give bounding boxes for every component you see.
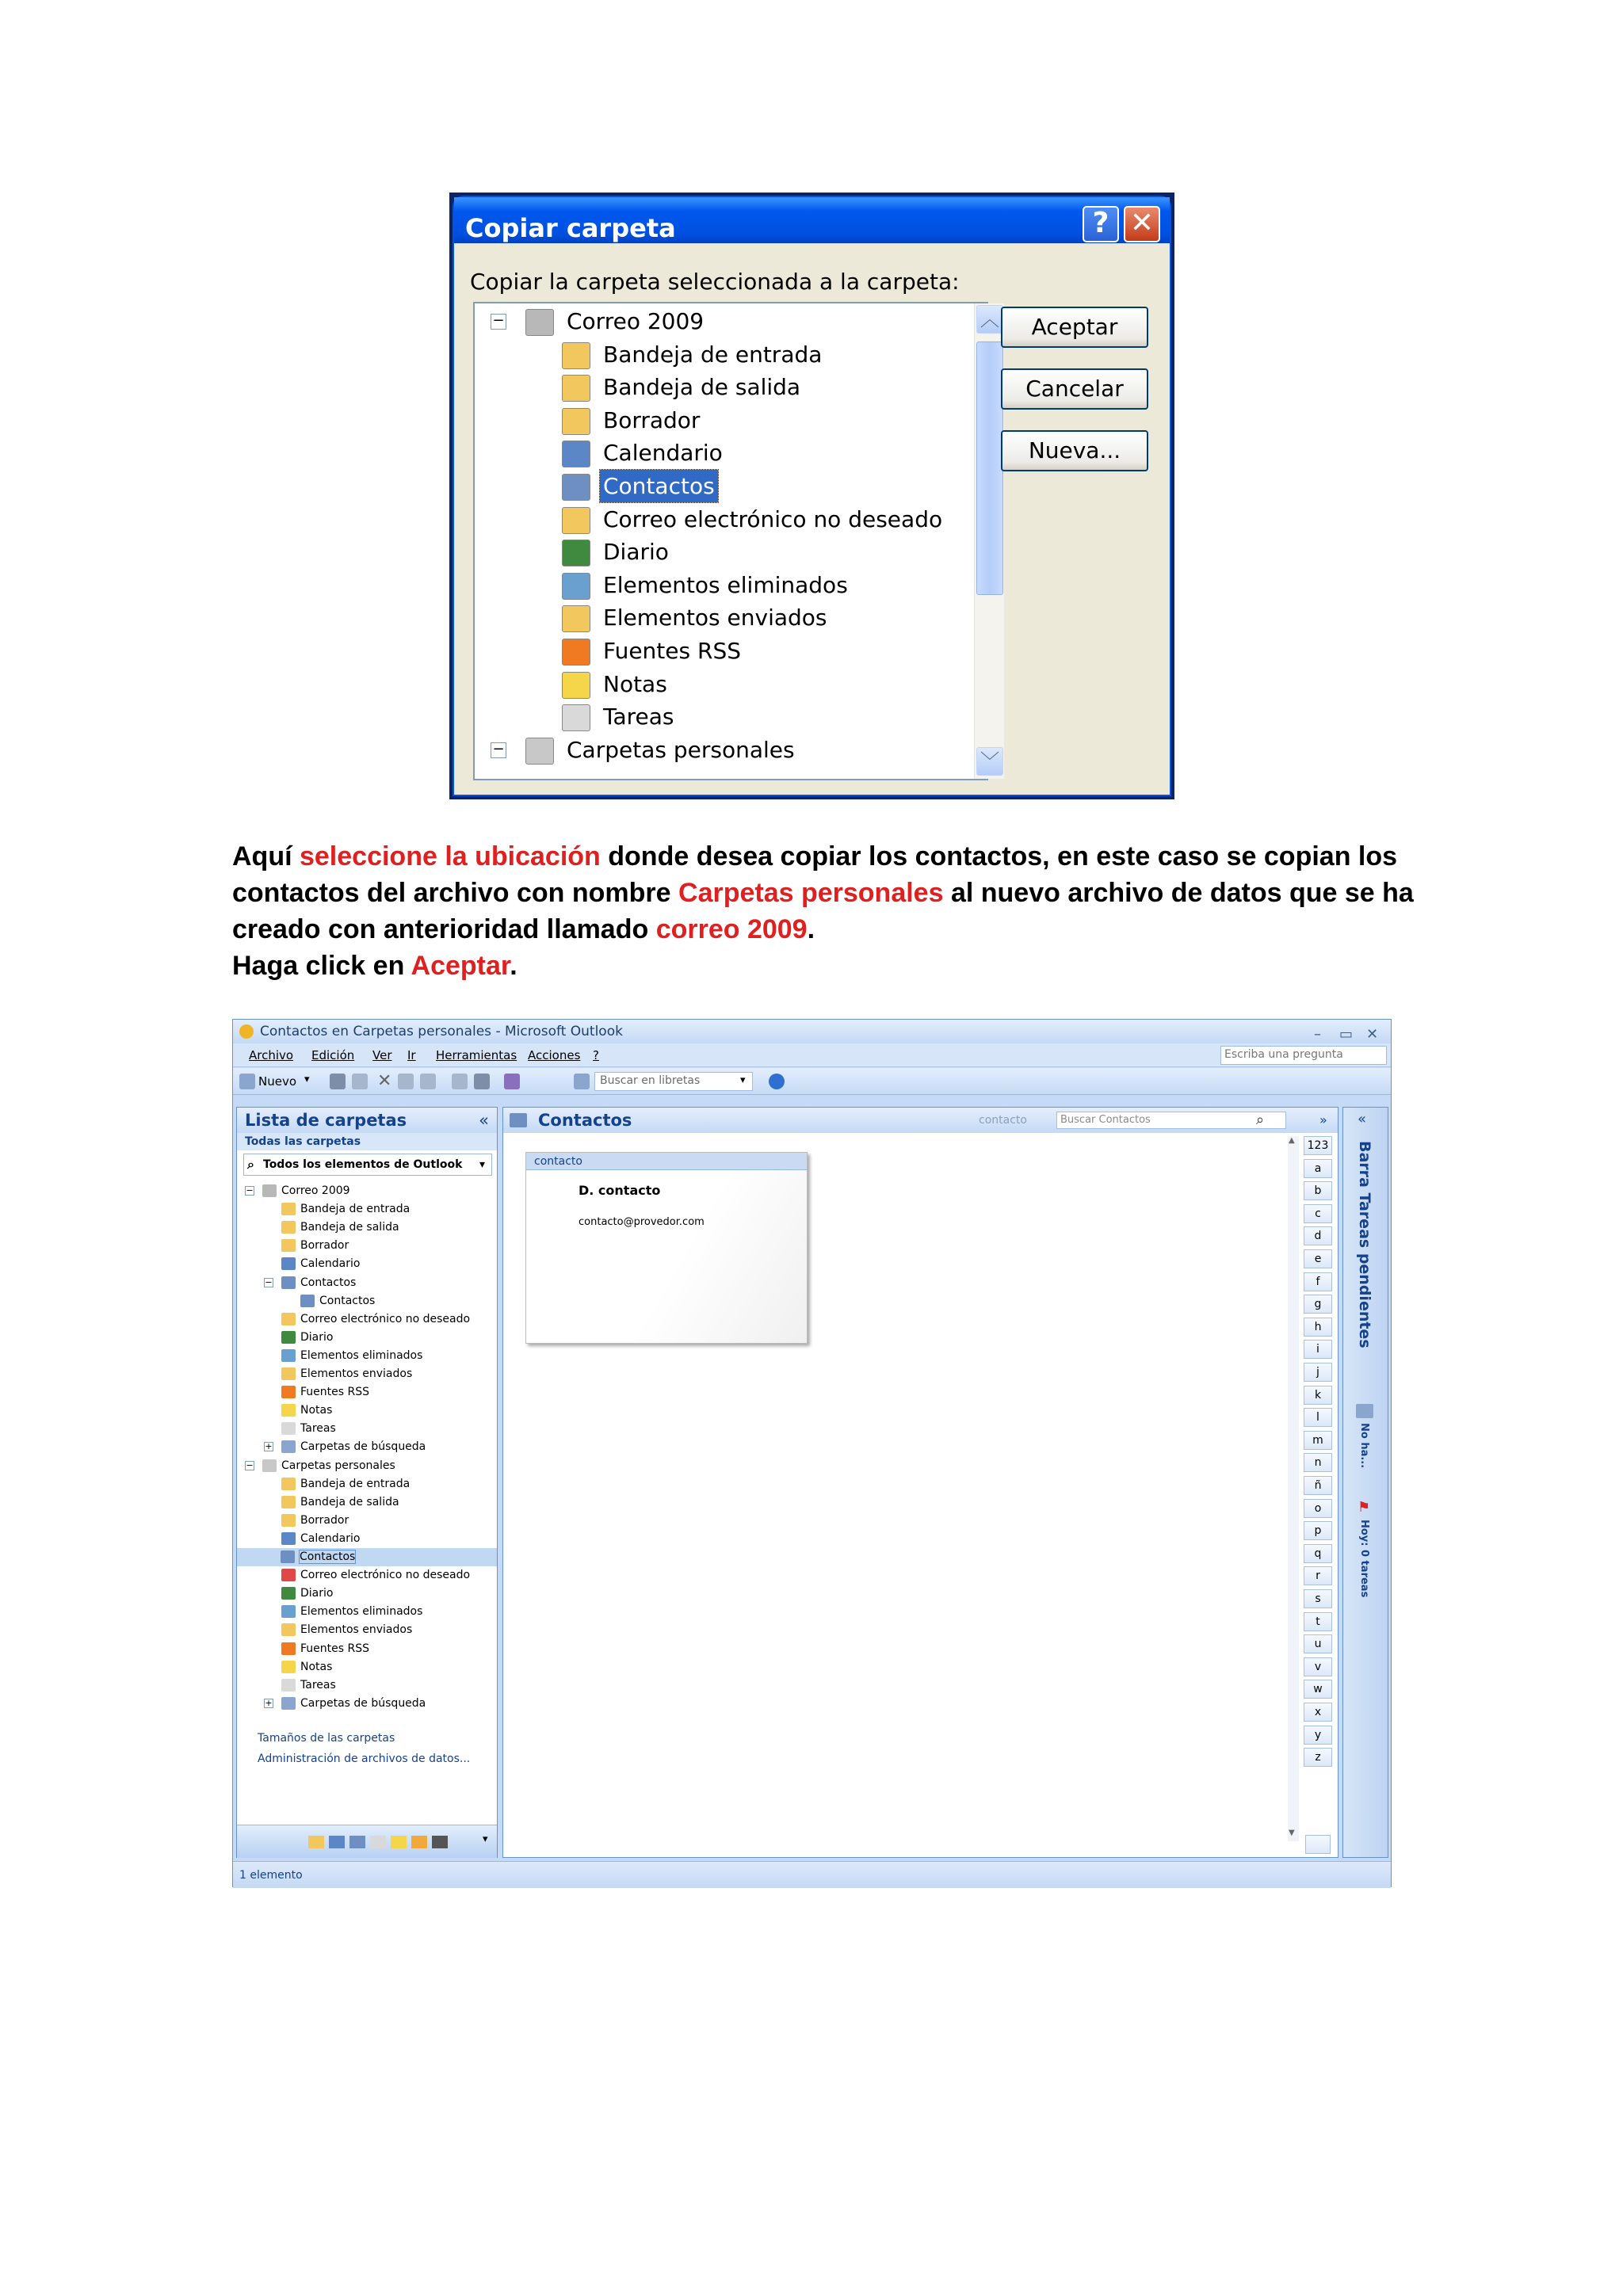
contact-card-header[interactable]: contacto (526, 1153, 807, 1170)
help-icon[interactable] (769, 1074, 785, 1089)
folder-item[interactable] (281, 1695, 426, 1713)
folder-item[interactable] (281, 1329, 333, 1347)
contacts-icon (562, 474, 590, 501)
folder-icon (281, 1550, 295, 1563)
outlook-titlebar (233, 1020, 1391, 1043)
text: Haga click en (232, 951, 411, 981)
folder-item[interactable] (281, 1658, 332, 1676)
filter-icon[interactable] (474, 1074, 490, 1089)
all-items-label: Todos los elementos de Outlook (263, 1158, 463, 1171)
alpha-tab[interactable]: n (1304, 1453, 1332, 1472)
tree-item[interactable] (562, 338, 825, 371)
alphabet-index (1304, 1136, 1334, 1841)
menu-item[interactable]: Archivo (249, 1048, 294, 1062)
tree-item-label: Carpetas personales (567, 736, 795, 763)
folder-item[interactable] (281, 1475, 410, 1493)
expand-todo-icon[interactable]: « (1358, 1111, 1367, 1127)
collapse-icon[interactable]: − (491, 742, 506, 758)
text: creado con anterioridad llamado (232, 914, 656, 944)
calendar-nav-icon[interactable] (329, 1836, 345, 1848)
alpha-tab[interactable]: l (1304, 1408, 1332, 1427)
folder-label: Fuentes RSS (300, 1642, 369, 1655)
folder-icon (281, 1239, 296, 1252)
expand-icon[interactable]: + (265, 1697, 273, 1708)
folder-label: Contactos (319, 1294, 376, 1307)
folder-item[interactable] (281, 1676, 336, 1695)
tree-item-label: Diario (603, 539, 669, 566)
delete-icon[interactable]: ✕ (377, 1071, 392, 1091)
tree-item-label: Notas (603, 670, 667, 697)
close-window-icon[interactable]: ✕ (1366, 1026, 1379, 1043)
folder-label: Elementos enviados (300, 1623, 413, 1637)
folder-icon (281, 1514, 296, 1527)
tree-item-label: Bandeja de salida (603, 374, 801, 401)
collapse-icon[interactable]: − (246, 1185, 254, 1196)
send-receive-icon[interactable] (504, 1074, 520, 1089)
folder-icon (281, 1440, 296, 1453)
tree-item[interactable] (562, 635, 744, 667)
alpha-tab[interactable]: x (1304, 1703, 1332, 1722)
menu-item[interactable]: Herramientas (436, 1048, 517, 1062)
highlight: Aceptar (411, 951, 510, 981)
scroll-down-icon[interactable]: ﹀ (976, 747, 1003, 776)
text: contactos del archivo con nombre (232, 878, 679, 908)
alpha-tab[interactable]: o (1304, 1499, 1332, 1518)
alpha-tab[interactable]: s (1304, 1589, 1332, 1608)
folder-item[interactable] (281, 1347, 422, 1365)
alpha-tab[interactable]: b (1304, 1181, 1332, 1200)
nav-button-bar (237, 1825, 497, 1858)
folder-label: Calendario (300, 1257, 361, 1271)
folder-item[interactable] (281, 1219, 399, 1237)
toolbar (233, 1068, 1391, 1095)
maximize-icon[interactable]: ▭ (1339, 1026, 1354, 1043)
text: al nuevo archivo de datos que se ha (943, 878, 1414, 908)
tree-item[interactable] (562, 437, 726, 469)
tree-item-label: Correo 2009 (567, 308, 705, 334)
dialog-prompt: Copiar la carpeta seleccionada a la carpeta: (470, 269, 960, 295)
folder-item[interactable] (281, 1512, 349, 1530)
text: . (807, 914, 815, 944)
menu-bar (233, 1043, 1391, 1067)
tree-item-label: Bandeja de entrada (603, 341, 823, 368)
tree-item[interactable] (562, 503, 945, 536)
collapse-nav-icon[interactable]: « (479, 1111, 489, 1130)
folder-icon (281, 1605, 296, 1618)
alpha-tab[interactable]: g (1304, 1295, 1332, 1314)
all-outlook-items-select[interactable] (243, 1154, 492, 1176)
alpha-tab[interactable]: a (1304, 1159, 1332, 1178)
highlight: Carpetas personales (678, 878, 944, 908)
folder-icon (281, 1697, 296, 1710)
rss-icon (562, 639, 590, 666)
shortcuts-nav-icon[interactable] (432, 1836, 448, 1848)
trash-icon (562, 573, 590, 600)
folder-item[interactable] (281, 1402, 332, 1420)
mail-nav-icon[interactable] (308, 1836, 324, 1848)
contacts-header (503, 1108, 1338, 1133)
junk-folder-icon (562, 507, 590, 534)
new-button[interactable]: Nuevo (258, 1074, 297, 1089)
folder-item[interactable] (281, 1585, 333, 1603)
contacts-icon (510, 1113, 527, 1127)
alpha-tab[interactable]: y (1304, 1726, 1332, 1745)
tree-item[interactable] (562, 371, 804, 403)
menu-item[interactable]: Edición (311, 1048, 355, 1062)
scroll-down-icon[interactable]: ▼ (1289, 1829, 1295, 1837)
folder-item[interactable] (281, 1438, 426, 1456)
cancel-button[interactable]: Cancelar (1001, 368, 1148, 410)
drafts-icon (562, 408, 590, 435)
alpha-tab[interactable]: ñ (1304, 1476, 1332, 1495)
folder-icon (281, 1587, 296, 1600)
folder-label: Notas (300, 1660, 333, 1673)
folder-icon (281, 1569, 296, 1581)
folder-icon (281, 1257, 296, 1270)
contacts-nav-icon[interactable] (349, 1836, 365, 1848)
alpha-tab[interactable]: i (1304, 1340, 1332, 1359)
ask-question-input[interactable]: Escriba una pregunta (1220, 1046, 1387, 1065)
search-hint: contacto (979, 1114, 1027, 1127)
search-icon[interactable]: ⌕ (1256, 1112, 1265, 1128)
folder-label: Tareas (300, 1422, 336, 1436)
folder-icon (281, 1532, 296, 1545)
folder-label: Borrador (300, 1239, 349, 1253)
tree-item-label: Contactos (600, 470, 718, 502)
inbox-folder-icon (562, 342, 590, 369)
personal-folders-icon (525, 738, 554, 765)
alpha-tab[interactable]: f (1304, 1272, 1332, 1291)
folder-label: Contactos (300, 1276, 357, 1289)
folder-icon (281, 1313, 296, 1325)
tree-item[interactable] (562, 536, 672, 568)
folder-item[interactable] (281, 1530, 360, 1548)
folder-icon (281, 1367, 296, 1380)
alpha-tab[interactable]: q (1304, 1544, 1332, 1563)
scroll-thumb[interactable] (976, 341, 1003, 595)
tree-item[interactable] (562, 404, 703, 437)
tree-item-label: Elementos enviados (603, 605, 827, 631)
outlook-window (232, 1019, 1392, 1887)
sent-folder-icon (562, 605, 590, 632)
folder-item[interactable] (281, 1274, 356, 1292)
phone-icon[interactable] (420, 1074, 436, 1089)
copy-icon[interactable] (398, 1074, 414, 1089)
alpha-tab[interactable]: z (1304, 1748, 1332, 1767)
tree-item-label: Correo electrónico no deseado (603, 505, 943, 532)
alpha-tab[interactable]: c (1304, 1204, 1332, 1223)
new-folder-button[interactable]: Nueva... (1001, 430, 1148, 471)
folder-item[interactable] (281, 1255, 360, 1273)
folder-icon (281, 1642, 296, 1655)
folder-icon (262, 1459, 277, 1472)
alpha-tab[interactable]: u (1304, 1634, 1332, 1653)
folder-item[interactable] (262, 1457, 395, 1475)
search-books-dropdown-icon[interactable]: ▾ (740, 1074, 746, 1086)
today-tasks: Hoy: 0 tareas (1358, 1520, 1370, 1598)
folder-icon (281, 1203, 296, 1215)
folder-label: Diario (300, 1587, 334, 1600)
text: . (510, 951, 517, 981)
tree-scrollbar[interactable] (974, 303, 1004, 779)
folder-icon (281, 1276, 296, 1289)
search-address-books-input[interactable]: Buscar en libretas (594, 1072, 753, 1091)
folder-icon (281, 1661, 296, 1673)
folder-icon (281, 1478, 296, 1490)
folder-label: Correo 2009 (281, 1184, 350, 1197)
accept-button[interactable]: Aceptar (1001, 307, 1148, 348)
alpha-tab[interactable]: v (1304, 1657, 1332, 1676)
folder-label: Contactos (300, 1550, 356, 1563)
folder-item[interactable] (281, 1200, 410, 1219)
folder-icon (281, 1623, 296, 1636)
highlight: correo 2009 (655, 914, 808, 944)
folder-icon (281, 1496, 296, 1508)
folder-label: Carpetas de búsqueda (300, 1440, 426, 1454)
folder-item[interactable] (281, 1640, 369, 1658)
folder-label: Bandeja de entrada (300, 1477, 411, 1490)
status-bar: 1 elemento (233, 1861, 1391, 1888)
window-title: Contactos en Carpetas personales - Microsoft Outlook (260, 1024, 623, 1039)
journal-icon (562, 540, 590, 566)
alpha-tab[interactable]: e (1304, 1249, 1332, 1268)
para-line-2 (232, 875, 1421, 911)
para-line-1 (232, 838, 1421, 875)
folder-label: Elementos enviados (300, 1367, 413, 1380)
folder-label: Carpetas personales (281, 1459, 395, 1472)
tree-item-label: Tareas (603, 704, 674, 730)
folder-list-nav-icon[interactable] (411, 1836, 427, 1848)
alpha-tab[interactable]: d (1304, 1226, 1332, 1245)
folder-item[interactable] (281, 1420, 336, 1438)
folder-item[interactable] (237, 1548, 497, 1566)
new-dropdown-icon[interactable]: ▾ (304, 1074, 310, 1085)
folder-icon (281, 1331, 296, 1344)
scroll-up-icon[interactable]: ︿ (976, 305, 1003, 334)
folder-label: Diario (300, 1330, 334, 1344)
alpha-tab[interactable]: w (1304, 1680, 1332, 1699)
alpha-tab[interactable]: t (1304, 1612, 1332, 1631)
data-files-link[interactable]: Administración de archivos de datos... (258, 1753, 471, 1765)
folder-label: Correo electrónico no deseado (300, 1312, 471, 1325)
search-icon: ⌕ (247, 1157, 254, 1172)
vertical-scrollbar[interactable] (1288, 1136, 1299, 1841)
folder-item[interactable] (281, 1237, 349, 1255)
menu-item[interactable]: Acciones (528, 1048, 581, 1062)
scroll-up-icon[interactable]: ▲ (1289, 1136, 1295, 1145)
collapse-icon[interactable]: − (491, 314, 506, 330)
alpha-tab[interactable]: 123 (1304, 1136, 1332, 1155)
para-line-4 (232, 948, 1421, 984)
folder-label: Bandeja de entrada (300, 1203, 411, 1216)
tree-item-label: Borrador (603, 406, 701, 433)
folder-item[interactable] (281, 1566, 470, 1585)
folder-item[interactable] (300, 1292, 375, 1310)
tasks-nav-icon[interactable] (370, 1836, 386, 1848)
address-book-icon[interactable] (574, 1074, 590, 1089)
tree-item[interactable] (562, 569, 851, 601)
alpha-tab[interactable]: m (1304, 1431, 1332, 1450)
folder-label: Bandeja de salida (300, 1221, 399, 1234)
folder-list-pane (236, 1107, 498, 1858)
folder-icon (281, 1386, 296, 1398)
contact-card[interactable] (525, 1152, 808, 1344)
new-contact-icon[interactable] (239, 1074, 255, 1089)
folder-label: Carpetas de búsqueda (300, 1696, 426, 1710)
calendar-icon (562, 441, 590, 467)
dialog-title: Copiar carpeta (465, 213, 676, 243)
folder-icon (281, 1422, 296, 1435)
folder-label: Elementos eliminados (300, 1348, 423, 1362)
expand-icon[interactable]: + (265, 1441, 273, 1452)
menu-item[interactable]: Ir (407, 1048, 416, 1062)
alpha-tab[interactable]: r (1304, 1566, 1332, 1585)
flag-icon: ⚑ (1358, 1499, 1371, 1516)
print-icon[interactable] (330, 1074, 346, 1089)
collapse-icon[interactable]: − (246, 1459, 254, 1470)
tree-item-label: Elementos eliminados (603, 571, 848, 598)
folder-item[interactable] (281, 1621, 412, 1639)
tree-item[interactable] (562, 601, 831, 634)
contacts-title: Contactos (538, 1111, 632, 1130)
folder-label: Calendario (300, 1531, 361, 1545)
folder-list-title (237, 1108, 497, 1133)
folder-item[interactable] (281, 1310, 470, 1329)
collapse-icon[interactable]: − (265, 1276, 273, 1287)
instructions-paragraph (232, 838, 1421, 984)
folder-item[interactable] (281, 1383, 369, 1402)
folder-item[interactable] (281, 1365, 412, 1383)
tree-item[interactable] (525, 734, 798, 766)
search-contacts-input[interactable]: Buscar Contactos (1056, 1112, 1286, 1129)
notes-nav-icon[interactable] (391, 1836, 407, 1848)
contact-name: D. contacto (579, 1183, 661, 1198)
no-appointments: No ha... (1358, 1423, 1370, 1469)
folder-label: Tareas (300, 1678, 336, 1691)
categories-icon[interactable] (452, 1074, 468, 1089)
folder-icon (281, 1349, 296, 1362)
alpha-tab[interactable]: p (1304, 1521, 1332, 1540)
outbox-folder-icon (562, 375, 590, 402)
mailbox-icon (525, 309, 554, 336)
tree-item[interactable] (525, 305, 707, 338)
para-line-3 (232, 911, 1421, 948)
folder-item[interactable] (281, 1493, 399, 1512)
todo-bar (1342, 1107, 1388, 1858)
folder-label: Bandeja de salida (300, 1495, 399, 1508)
menu-item[interactable]: ? (593, 1048, 599, 1062)
highlight: seleccione la ubicación (299, 841, 601, 871)
folder-label: Elementos eliminados (300, 1605, 423, 1619)
tree-item-label: Calendario (603, 440, 723, 467)
minimize-icon[interactable]: – (1314, 1026, 1321, 1043)
contact-email: contacto@provedor.com (579, 1216, 705, 1228)
move-icon[interactable] (352, 1074, 368, 1089)
alpha-tab[interactable]: h (1304, 1318, 1332, 1337)
tree-item-label: Fuentes RSS (603, 638, 741, 664)
text: donde desea copiar los contactos, en este caso se copian los (600, 841, 1398, 871)
expand-search-icon[interactable]: » (1319, 1112, 1327, 1127)
menu-item[interactable]: Ver (372, 1048, 392, 1062)
all-folders-header: Todas las carpetas (237, 1133, 497, 1150)
folder-item[interactable] (262, 1182, 350, 1200)
folder-icon (300, 1295, 315, 1307)
copy-folder-dialog (449, 193, 1174, 799)
close-button[interactable]: ✕ (1124, 206, 1160, 242)
alpha-tab[interactable]: k (1304, 1386, 1332, 1405)
todo-bar-title[interactable]: Barra Tareas pendientes (1356, 1141, 1373, 1348)
tree-item[interactable] (562, 668, 670, 700)
alpha-tab[interactable]: j (1304, 1363, 1332, 1382)
notes-icon (562, 672, 590, 699)
outlook-logo-icon (239, 1024, 254, 1039)
contacts-view (502, 1107, 1338, 1858)
folder-sizes-link[interactable]: Tamaños de las carpetas (258, 1732, 395, 1745)
tasks-icon (562, 704, 590, 731)
dialog-titlebar (454, 197, 1170, 243)
calendar-icon (1356, 1404, 1373, 1418)
folder-label: Borrador (300, 1513, 349, 1527)
folder-label: Notas (300, 1404, 333, 1417)
folder-icon (281, 1404, 296, 1417)
address-book-map-icon[interactable] (1305, 1835, 1331, 1854)
tree-item[interactable] (562, 700, 678, 733)
folder-item[interactable] (281, 1603, 422, 1621)
configure-buttons-icon[interactable]: ▾ (483, 1833, 488, 1845)
folder-tree[interactable] (473, 302, 999, 780)
dropdown-icon[interactable]: ▾ (479, 1158, 485, 1171)
text: Aquí (232, 841, 300, 871)
folder-list-title-text: Lista de carpetas (245, 1111, 407, 1130)
tree-item[interactable] (562, 470, 718, 502)
folder-icon (262, 1184, 277, 1197)
folder-label: Correo electrónico no deseado (300, 1569, 471, 1582)
folder-icon (281, 1679, 296, 1691)
folder-icon (281, 1221, 296, 1234)
help-button[interactable]: ? (1083, 206, 1119, 242)
folder-label: Fuentes RSS (300, 1386, 369, 1399)
